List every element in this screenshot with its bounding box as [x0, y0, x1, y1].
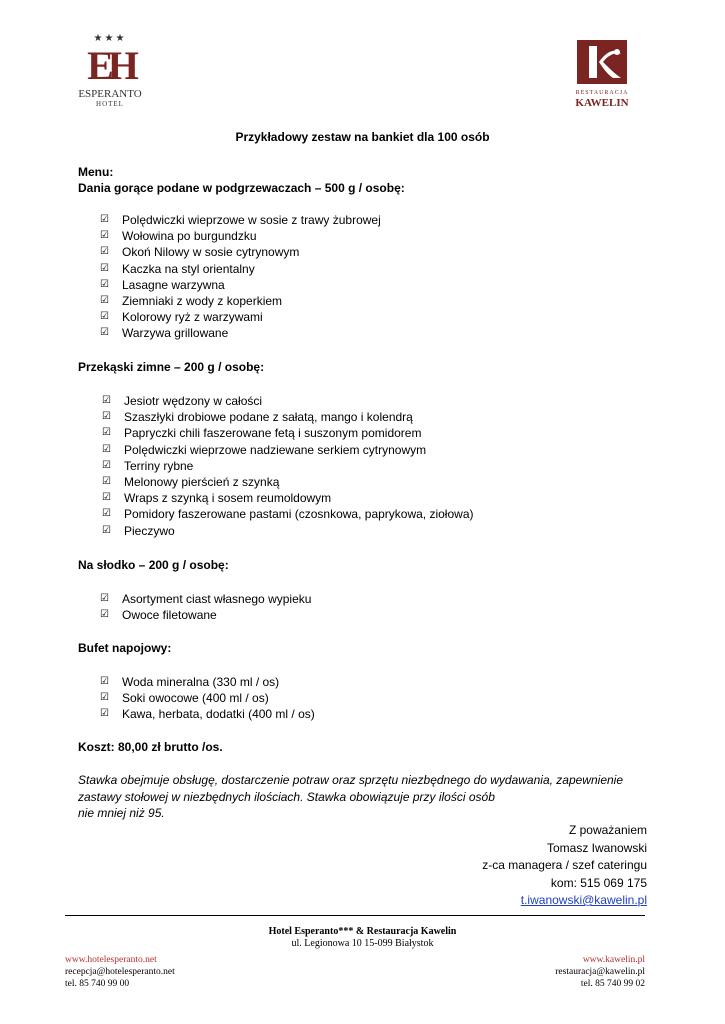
list-item-label: Szaszłyki drobiowe podane z sałatą, mango i kolendrą	[124, 410, 413, 425]
checkbox-icon: ☑	[100, 246, 109, 258]
kawelin-k-icon	[573, 40, 631, 84]
section-heading-drinks: Bufet napojowy:	[78, 641, 172, 655]
list-item	[100, 244, 381, 260]
list-item-label: Lasagne warzywna	[122, 277, 225, 292]
list-item-label: Jesiotr wędzony w całości	[124, 394, 263, 408]
checkbox-icon: ☑	[100, 692, 109, 704]
list-item-label: Terriny rybne	[124, 458, 194, 473]
list-item	[100, 325, 381, 341]
logo-sub: HOTEL	[96, 100, 124, 108]
footer-left-web-link[interactable]: www.hotelesperanto.net	[65, 955, 157, 965]
list-item	[102, 425, 473, 441]
signature-role: z-ca managera / szef cateringu	[482, 858, 647, 872]
list-item	[102, 474, 473, 490]
signature-block	[482, 822, 647, 910]
list-item-label: Warzywa grillowane	[122, 326, 229, 341]
checkbox-icon: ☑	[102, 524, 111, 536]
checkbox-icon: ☑	[100, 294, 109, 306]
list-item	[100, 706, 315, 722]
footer-right-tel: tel. 85 740 99 02	[580, 979, 645, 989]
list-item	[102, 506, 473, 522]
note-text	[78, 772, 648, 822]
logo-stars: ★★★	[93, 33, 127, 44]
list-item	[100, 607, 311, 623]
list-item-label: Kawa, herbata, dodatki (400 ml / os)	[122, 707, 315, 722]
hotel-esperanto-logo	[70, 34, 150, 114]
signature-greeting: Z poważaniem	[568, 823, 647, 837]
footer-right-email[interactable]: restauracja@kawelin.pl	[555, 967, 645, 977]
list-item	[100, 277, 381, 293]
checkbox-icon: ☑	[102, 492, 111, 504]
list-item-label: Wraps z szynką i sosem reumoldowym	[124, 491, 332, 506]
logo-name: ESPERANTO	[78, 88, 142, 100]
list-item-label: Polędwiczki wieprzowe w sosie z trawy żubrowej	[122, 213, 381, 227]
checkbox-icon: ☑	[102, 459, 111, 471]
checkbox-icon: ☑	[100, 262, 109, 274]
checkbox-icon: ☑	[100, 327, 109, 339]
footer-center	[0, 926, 725, 950]
list-item	[100, 228, 381, 244]
signature-phone: kom: 515 069 175	[550, 875, 647, 890]
list-drinks	[100, 674, 315, 723]
footer-title: Hotel Esperanto*** & Restauracja Kawelin	[268, 926, 457, 937]
checkbox-icon: ☑	[100, 609, 109, 621]
list-item-label: Kaczka na styl orientalny	[122, 261, 255, 276]
footer-left	[65, 954, 175, 990]
footer-right	[555, 954, 645, 990]
note-line-1: Stawka obejmuje obsługę, dostarczenie potraw oraz sprzętu niezbędnego do wydawania, zapewnienie zastawy stołowej w niezbędnych ilościach. Stawka obowiązuje przy ilości osób	[78, 773, 624, 804]
footer-divider	[65, 915, 645, 916]
list-hot-dishes	[100, 212, 381, 342]
section-heading-cold: Przekąski zimne – 200 g / osobę:	[78, 360, 265, 374]
footer-right-web-link[interactable]: www.kawelin.pl	[582, 955, 645, 965]
list-item-label: Pieczywo	[124, 523, 175, 538]
cost-line: Koszt: 80,00 zł brutto /os.	[78, 740, 223, 754]
list-item-label: Wołowina po burgundzku	[122, 229, 257, 244]
checkbox-icon: ☑	[100, 311, 109, 323]
checkbox-icon: ☑	[102, 427, 111, 439]
list-item-label: Kolorowy ryż z warzywami	[122, 310, 263, 325]
list-item-label: Asortyment ciast własnego wypieku	[122, 592, 312, 606]
checkbox-icon: ☑	[102, 508, 111, 520]
list-item	[100, 212, 381, 228]
footer-left-email[interactable]: recepcja@hotelesperanto.net	[65, 967, 175, 977]
checkbox-icon: ☑	[100, 593, 109, 604]
checkbox-icon: ☑	[100, 278, 109, 290]
list-item	[100, 674, 315, 690]
list-item-label: Okoń Nilowy w sosie cytrynowym	[122, 245, 300, 260]
list-item	[100, 293, 381, 309]
list-item-label: Ziemniaki z wody z koperkiem	[122, 293, 283, 308]
list-item	[102, 409, 473, 425]
list-item	[102, 442, 473, 458]
list-cold-snacks	[102, 393, 473, 539]
list-item	[100, 261, 381, 277]
checkbox-icon: ☑	[100, 230, 109, 242]
list-item	[102, 490, 473, 506]
logo-name: KAWELIN	[575, 97, 629, 109]
restauracja-kawelin-logo	[570, 40, 634, 109]
page-title: Przykładowy zestaw na bankiet dla 100 osób	[235, 130, 490, 144]
list-item-label: Melonowy pierścień z szynką	[124, 474, 280, 489]
list-item	[100, 309, 381, 325]
checkbox-icon: ☑	[100, 708, 109, 720]
list-item-label: Soki owocowe (400 ml / os)	[122, 691, 269, 706]
checkbox-icon: ☑	[100, 214, 109, 225]
signature-name: Tomasz Iwanowski	[546, 840, 647, 855]
menu-label: Menu:	[78, 165, 114, 179]
note-line-2: nie mniej niż 95.	[78, 806, 165, 820]
signature-email-link[interactable]: t.iwanowski@kawelin.pl	[520, 893, 647, 907]
section-heading-sweet: Na słodko – 200 g / osobę:	[78, 558, 229, 572]
logo-sub: RESTAURACJA	[575, 90, 629, 96]
list-sweets	[100, 591, 311, 623]
checkbox-icon: ☑	[102, 475, 111, 487]
section-heading-hot: Dania gorące podane w podgrzewaczach – 500 g / osobę:	[78, 181, 405, 195]
checkbox-icon: ☑	[100, 676, 109, 687]
checkbox-icon: ☑	[102, 443, 111, 455]
checkbox-icon: ☑	[102, 411, 111, 423]
checkbox-icon: ☑	[102, 395, 111, 406]
list-item	[102, 393, 473, 409]
footer-left-tel: tel. 85 740 99 00	[65, 979, 130, 989]
list-item-label: Owoce filetowane	[122, 608, 217, 623]
list-item	[100, 690, 315, 706]
list-item	[102, 458, 473, 474]
list-item-label: Polędwiczki wieprzowe nadziewane serkiem cytrynowym	[124, 442, 427, 457]
footer-address: ul. Legionowa 10 15-099 Białystok	[291, 938, 434, 949]
list-item	[100, 591, 311, 607]
logo-monogram: EH	[87, 43, 133, 88]
list-item-label: Papryczki chili faszerowane fetą i suszonym pomidorem	[124, 426, 422, 441]
list-item-label: Pomidory faszerowane pastami (czosnkowa, paprykowa, ziołowa)	[124, 507, 474, 522]
list-item-label: Woda mineralna (330 ml / os)	[122, 675, 280, 689]
list-item	[102, 523, 473, 539]
